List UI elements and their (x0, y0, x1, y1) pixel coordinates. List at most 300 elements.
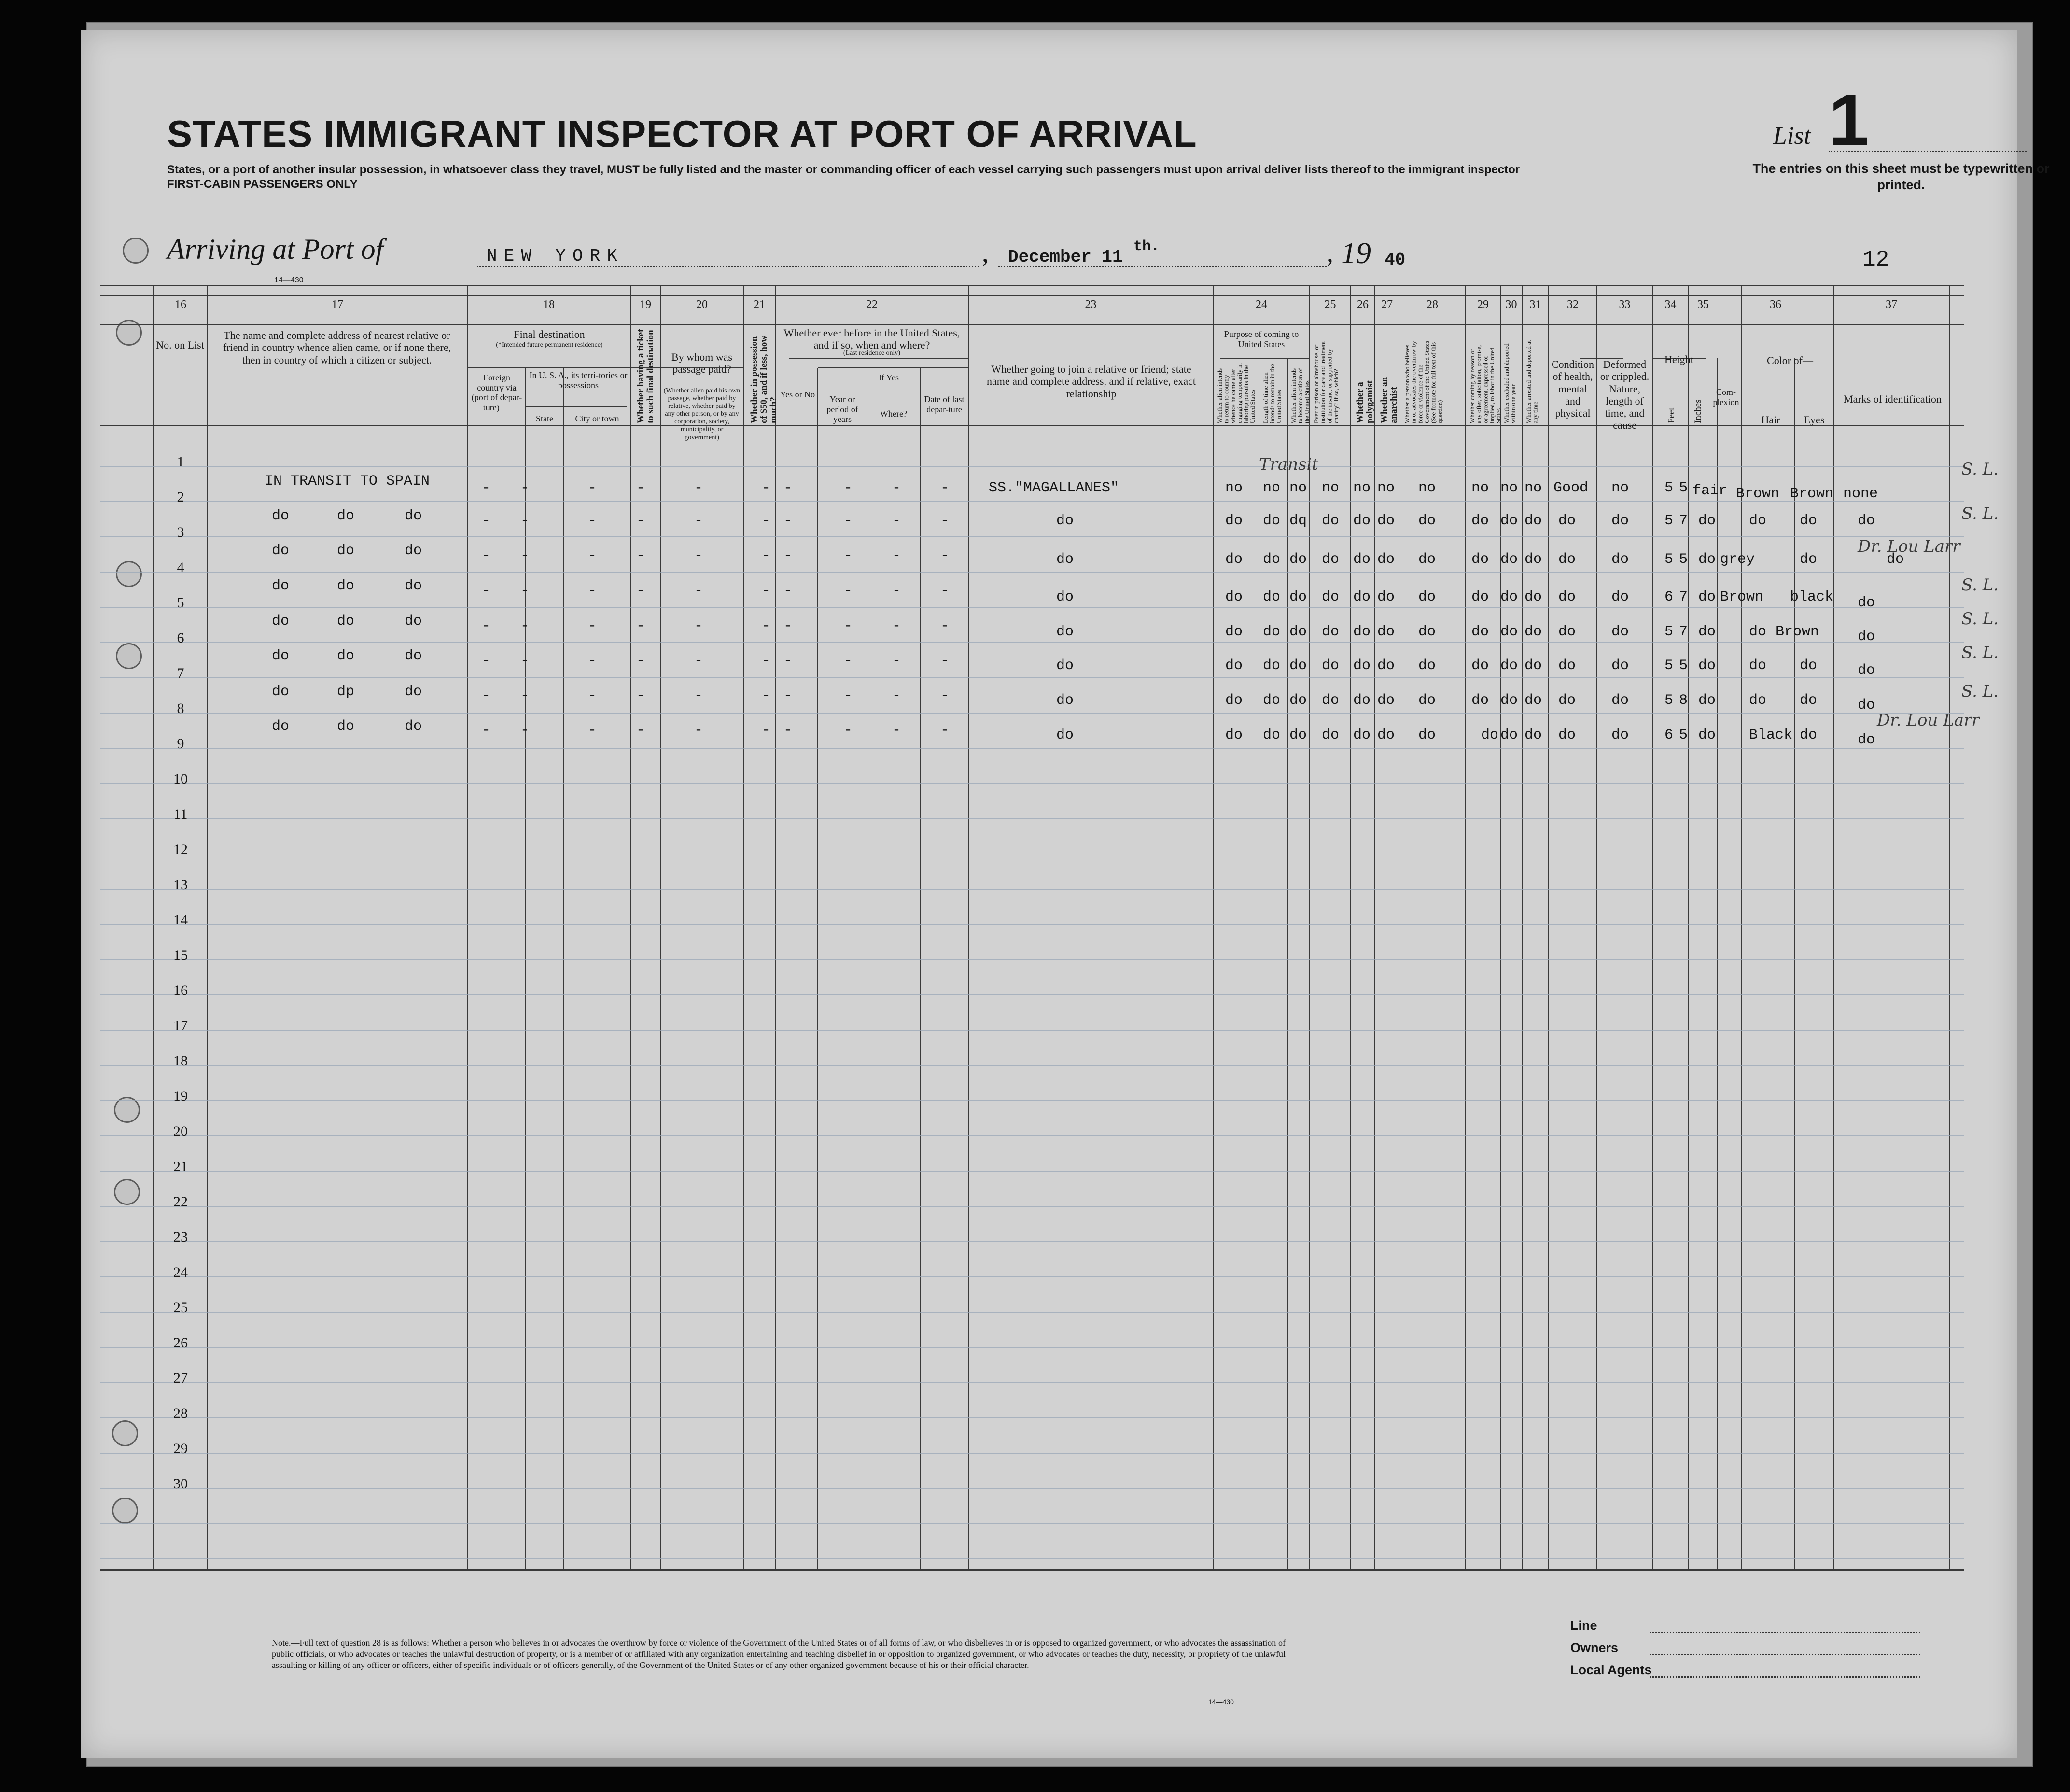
dash-mark: - (762, 722, 771, 739)
cell-purpose-return: do (1225, 513, 1243, 529)
arriving-label: Arriving at Port of (167, 233, 384, 265)
dash-mark: - (892, 583, 901, 599)
dash-mark: - (636, 480, 645, 496)
handwritten-sl: S. L. (1961, 609, 1999, 629)
cell-deformed: do (1611, 513, 1629, 529)
cell-anarchist: do (1377, 658, 1395, 674)
row-number: 28 (173, 1405, 188, 1421)
dash-mark: - (892, 547, 901, 564)
cell-q30: no (1500, 480, 1518, 496)
dash-mark: - (892, 480, 901, 496)
cell-purpose-length: do (1263, 692, 1281, 709)
dash-mark: - (762, 618, 771, 634)
header-ticket: Whether having a ticket to such final destination (636, 329, 656, 423)
cell-relative: do (272, 543, 290, 559)
cell-purpose-citizen: do (1289, 624, 1307, 640)
cell-feet: 5 (1664, 551, 1674, 568)
cell-anarchist: do (1377, 624, 1395, 640)
cell-inches: 5 (1679, 480, 1688, 496)
cell-complexion: do (1698, 727, 1716, 743)
agents-label: Local Agents (1570, 1663, 1652, 1677)
dash-mark: - (892, 618, 901, 634)
cell-polygamist: no (1353, 480, 1371, 496)
cell-purpose-citizen: do (1289, 551, 1307, 568)
header-foreign-country: Foreign country via (port of depar-ture) — (471, 373, 522, 413)
cell-health: do (1558, 624, 1576, 640)
cell-q28: do (1418, 513, 1436, 529)
cell-relative: do (337, 543, 355, 559)
cell-inches: 8 (1679, 692, 1688, 709)
cell-joining: do (1056, 551, 1074, 568)
cell-prison: do (1322, 589, 1340, 605)
arrival-date: December 11 (1008, 247, 1123, 267)
cell-q28: do (1418, 624, 1436, 640)
cell-q30: do (1500, 658, 1518, 674)
cell-marks: do (1858, 629, 1875, 645)
dash-mark: - (588, 583, 597, 599)
header-final-destination: Final destination (514, 328, 585, 340)
cell-health: do (1558, 692, 1576, 709)
header-purpose: Purpose of coming to United States (1224, 329, 1299, 349)
year-prefix: 19 (1341, 237, 1371, 270)
cell-relative: do (405, 508, 422, 524)
cell-deformed: do (1611, 692, 1629, 709)
cell-purpose-citizen: no (1289, 480, 1307, 496)
header-final-destination-note: (*Intended future permanent residence) (496, 341, 603, 349)
dash-mark: - (636, 653, 645, 669)
header-eyes: Eyes (1804, 414, 1825, 426)
dash-mark: - (762, 547, 771, 564)
dash-mark: - (482, 618, 491, 634)
row-number: 17 (173, 1018, 188, 1034)
cell-q31: do (1525, 692, 1542, 709)
footnote-q28: Note.—Full text of question 28 is as follows: Whether a person who believes in or advocates the overthrow by force or violence of the Government of the United States or of all forms of law, or who disbelieves in or is opposed to organized government, or who advocates the assassination of public officials, or who advocates or teaches the unlawful destruction of property, or is a member of or affiliated with any organization entertaining and teaching disbelief in or opposition to organized government, or who advocates or teaches the duty, necessity, or propriety of the unlawful assaulting or killing of any officer or officers, either of specific individuals or of officers generally, of the Government of the United States or of any other organized government because of his or their official character. (272, 1638, 1286, 1670)
cell-joining: SS."MAGALLANES" (989, 480, 1119, 496)
dash-mark: - (783, 653, 793, 669)
cell-complexion: do (1698, 692, 1716, 709)
dash-mark: - (762, 480, 771, 496)
header-deformed: Deformed or crippled. Nature, length of time, and cause (1600, 358, 1650, 432)
cell-q31: do (1525, 727, 1542, 743)
row-number: 15 (173, 947, 188, 963)
dash-mark: - (588, 722, 597, 739)
cell-inches: 5 (1679, 658, 1688, 674)
owners-label: Owners (1570, 1640, 1619, 1655)
dash-mark: - (482, 653, 491, 669)
cell-eyes: do (1800, 658, 1818, 674)
row-number: 22 (173, 1194, 188, 1210)
cell-anarchist: no (1377, 480, 1395, 496)
cell-anarchist: do (1377, 727, 1395, 743)
dash-mark: - (520, 618, 530, 634)
cell-relative: do (405, 613, 422, 630)
cell-eyes: black (1790, 589, 1834, 605)
header-usa-territories: In U. S. A., its terri-tories or possessions (529, 370, 628, 390)
dash-mark: - (940, 618, 950, 634)
manifest-grid (81, 30, 2017, 1758)
cell-health: Good (1553, 480, 1589, 496)
cell-purpose-length: do (1263, 658, 1281, 674)
cell-deformed: do (1611, 658, 1629, 674)
header-health: Condition of health, mental and physical (1551, 358, 1594, 420)
footnote-code: 14—430 (1208, 1698, 1234, 1706)
cell-health: do (1558, 727, 1576, 743)
cell-q29: no (1471, 480, 1489, 496)
cabin-class: FIRST-CABIN PASSENGERS ONLY (167, 178, 358, 191)
cell-hair: Black (1749, 727, 1793, 743)
column-number: 26 (1357, 298, 1369, 311)
header-no-on-list: No. on List (156, 339, 204, 351)
dash-mark: - (694, 480, 703, 496)
column-number: 25 (1324, 298, 1336, 311)
dash-mark: - (520, 513, 530, 529)
header-before-in-us: Whether ever before in the United States, and if so, when and where? (783, 327, 960, 351)
header-state: State (536, 414, 553, 423)
row-number: 25 (173, 1300, 188, 1316)
cell-hair: grey (1720, 551, 1755, 568)
dash-mark: - (694, 687, 703, 704)
header-q28: Whether a person who believes in or advocates the overthrow by force or violence of the Government of the United States (See footnote for full text of this question) (1403, 340, 1444, 423)
cell-complexion: do (1698, 624, 1716, 640)
column-number: 33 (1619, 298, 1631, 311)
cell-feet: 6 (1664, 727, 1674, 743)
row-number: 8 (177, 700, 184, 716)
row-number: 2 (177, 489, 184, 505)
dash-mark: - (588, 618, 597, 634)
row-number: 1 (177, 454, 184, 470)
row-number: 6 (177, 630, 184, 646)
column-number: 28 (1427, 298, 1438, 311)
header-hair: Hair (1761, 414, 1780, 426)
dash-mark: - (940, 513, 950, 529)
dash-mark: - (783, 513, 793, 529)
column-number: 27 (1381, 298, 1393, 311)
cell-q28: do (1418, 551, 1436, 568)
cell-polygamist: do (1353, 658, 1371, 674)
cell-feet: 5 (1664, 513, 1674, 529)
cell-joining: do (1056, 513, 1074, 529)
cell-relative: do (337, 718, 355, 735)
cell-q31: do (1525, 658, 1542, 674)
cell-relative: IN TRANSIT TO SPAIN (265, 473, 430, 490)
cell-purpose-citizen: do (1289, 727, 1307, 743)
dash-mark: - (844, 653, 853, 669)
cell-marks: do (1887, 551, 1904, 568)
cell-hair: do (1749, 624, 1767, 640)
dash-mark: - (762, 687, 771, 704)
list-number: 1 (1829, 79, 1869, 160)
header-complexion: Com-plexion (1713, 387, 1739, 407)
cell-health: do (1558, 513, 1576, 529)
dash-mark: - (940, 653, 950, 669)
handwritten-sl: S. L. (1961, 575, 1999, 595)
dash-mark: - (520, 687, 530, 704)
cell-q29: do (1471, 513, 1489, 529)
column-number: 22 (866, 298, 878, 311)
handwritten-note: Dr. Lou Larr (1877, 711, 1980, 730)
dash-mark: - (844, 480, 853, 496)
header-q31: Whether arrested and deported at any time (1525, 340, 1539, 423)
row-number: 10 (173, 771, 188, 787)
arrival-date-suffix: th. (1133, 238, 1160, 255)
cell-purpose-length: no (1263, 480, 1281, 496)
header-city-or-town: City or town (575, 414, 619, 423)
column-number: 31 (1529, 298, 1541, 311)
cell-purpose-return: do (1225, 692, 1243, 709)
header-q30: Whether excluded and deported within one year (1503, 343, 1517, 423)
cell-purpose-citizen: do (1289, 692, 1307, 709)
cell-anarchist: do (1377, 589, 1395, 605)
dash-mark: - (588, 480, 597, 496)
handwritten-sl: S. L. (1961, 504, 1999, 523)
cell-inches: 7 (1679, 513, 1688, 529)
cell-joining: do (1056, 692, 1074, 709)
dash-mark: - (482, 513, 491, 529)
cell-complexion: do (1698, 513, 1716, 529)
dash-mark: - (783, 480, 793, 496)
cell-q31: do (1525, 551, 1542, 568)
row-number: 13 (173, 877, 188, 893)
header-money: Whether in possession of $50, and if less, how much? (749, 335, 779, 423)
year-suffix: 40 (1385, 250, 1406, 270)
cell-marks: do (1858, 732, 1875, 748)
column-number: 24 (1256, 298, 1267, 311)
row-number: 14 (173, 912, 188, 928)
cell-feet: 5 (1664, 624, 1674, 640)
dash-mark: - (588, 547, 597, 564)
cell-q29: do (1471, 624, 1489, 640)
page-number: 12 (1862, 247, 1889, 272)
dash-mark: - (783, 547, 793, 564)
cell-q31: do (1525, 513, 1542, 529)
row-number: 9 (177, 736, 184, 752)
cell-feet: 6 (1664, 589, 1674, 605)
column-number: 35 (1697, 298, 1709, 311)
cell-q29: do (1471, 551, 1489, 568)
cell-hair: Brown (1736, 486, 1780, 502)
cell-relative: dp (337, 684, 355, 700)
header-feet: Feet (1666, 407, 1677, 423)
cell-hair: do (1749, 692, 1767, 709)
dash-mark: - (694, 583, 703, 599)
cell-purpose-citizen: dq (1289, 513, 1307, 529)
cell-joining: do (1056, 589, 1074, 605)
line-label: Line (1570, 1618, 1597, 1633)
dash-mark: - (694, 722, 703, 739)
cell-marks: none (1843, 486, 1878, 502)
dash-mark: - (783, 722, 793, 739)
header-marks: Marks of identification (1844, 393, 1942, 405)
cell-deformed: do (1611, 551, 1629, 568)
cell-eyes: do (1800, 513, 1818, 529)
separator-comma: , (982, 238, 989, 268)
cell-relative: do (337, 578, 355, 594)
column-number: 19 (640, 298, 651, 311)
dash-mark: - (636, 618, 645, 634)
cell-polygamist: do (1353, 551, 1371, 568)
cell-marks: do (1858, 662, 1875, 679)
cell-relative: do (272, 508, 290, 524)
cell-q30: do (1500, 727, 1518, 743)
dash-mark: - (482, 687, 491, 704)
header-date-of-last-departure: Date of last depar-ture (924, 394, 965, 414)
line-signature (1650, 1632, 1920, 1633)
dash-mark: - (520, 480, 530, 496)
column-number: 29 (1477, 298, 1489, 311)
dash-mark: - (636, 687, 645, 704)
cell-q31: do (1525, 624, 1542, 640)
header-purpose-citizen: Whether alien intends to become a citizen of the United States (1290, 368, 1311, 423)
cell-polygamist: do (1353, 727, 1371, 743)
header-prison: Ever in prison or almshouse, or institution for care and treatment of the insane, or supported by charity? If so, which? (1313, 341, 1340, 423)
cell-marks: do (1858, 513, 1875, 529)
dash-mark: - (940, 480, 950, 496)
dash-mark: - (636, 513, 645, 529)
header-height: Height (1664, 353, 1693, 365)
cell-purpose-length: do (1263, 624, 1281, 640)
cell-eyes: do (1800, 551, 1818, 568)
dash-mark: - (844, 722, 853, 739)
cell-eyes: Brown (1776, 624, 1819, 640)
cell-q29: do (1481, 727, 1499, 743)
cell-q28: do (1418, 727, 1436, 743)
row-number: 3 (177, 524, 184, 540)
dash-mark: - (892, 687, 901, 704)
dash-mark: - (520, 583, 530, 599)
agents-signature (1650, 1676, 1920, 1678)
cell-q28: do (1418, 658, 1436, 674)
cell-anarchist: do (1377, 692, 1395, 709)
header-where: Where? (880, 409, 907, 419)
cell-prison: do (1322, 727, 1340, 743)
dash-mark: - (694, 547, 703, 564)
row-number: 20 (173, 1123, 188, 1139)
dash-mark: - (844, 687, 853, 704)
dash-mark: - (520, 653, 530, 669)
cell-marks: do (1858, 697, 1875, 714)
dash-mark: - (636, 583, 645, 599)
header-relative: The name and complete address of nearest relative or friend in country whence alien came, or if none there, then in country of which a citizen or subject. (223, 329, 451, 366)
dash-mark: - (844, 547, 853, 564)
cell-relative: do (337, 508, 355, 524)
header-year-or-period: Year or period of years (826, 394, 858, 424)
header-joining: Whether going to join a relative or friend; state name and complete address, and if relative, exact relationship (986, 363, 1196, 400)
cell-health: do (1558, 551, 1576, 568)
cell-complexion: do (1698, 589, 1716, 605)
cell-prison: do (1322, 658, 1340, 674)
cell-polygamist: do (1353, 513, 1371, 529)
cell-feet: 5 (1664, 480, 1674, 496)
cell-inches: 7 (1679, 589, 1688, 605)
row-number: 18 (173, 1053, 188, 1069)
cell-q28: do (1418, 589, 1436, 605)
cell-q30: do (1500, 551, 1518, 568)
row-number: 29 (173, 1441, 188, 1456)
dash-mark: - (844, 583, 853, 599)
dash-mark: - (588, 687, 597, 704)
dash-mark: - (783, 618, 793, 634)
dash-mark: - (783, 687, 793, 704)
page-subtitle: States, or a port of another insular possession, in whatsoever class they travel, MUST be fully listed and the master or commanding officer of each vessel carrying such passengers must upon arrival deliver lists thereof to the immigrant inspector (167, 163, 1520, 176)
cell-purpose-length: do (1263, 727, 1281, 743)
column-number: 21 (754, 298, 765, 311)
cell-polygamist: do (1353, 624, 1371, 640)
cell-purpose-return: do (1225, 658, 1243, 674)
dash-mark: - (762, 513, 771, 529)
cell-inches: 5 (1679, 551, 1688, 568)
column-number: 17 (332, 298, 343, 311)
column-number: 32 (1567, 298, 1579, 311)
cell-purpose-return: do (1225, 624, 1243, 640)
cell-purpose-return: no (1225, 480, 1243, 496)
cell-complexion: fair (1692, 483, 1728, 499)
cell-health: do (1558, 658, 1576, 674)
cell-deformed: do (1611, 727, 1629, 743)
dash-mark: - (762, 653, 771, 669)
separator-comma: , (1327, 238, 1333, 268)
header-polygamist: Whether a polygamist (1355, 380, 1375, 423)
cell-purpose-length: do (1263, 513, 1281, 529)
dash-mark: - (892, 513, 901, 529)
dash-mark: - (762, 583, 771, 599)
dash-mark: - (892, 722, 901, 739)
dash-mark: - (636, 722, 645, 739)
cell-q28: do (1418, 692, 1436, 709)
header-if-yes: If Yes— (878, 373, 908, 382)
column-number: 30 (1505, 298, 1517, 311)
header-before-note: (Last residence only) (843, 350, 901, 357)
cell-relative: do (405, 543, 422, 559)
cell-inches: 7 (1679, 624, 1688, 640)
cell-relative: do (405, 684, 422, 700)
header-color-of: Color of— (1767, 354, 1813, 366)
cell-q30: do (1500, 692, 1518, 709)
cell-prison: do (1322, 551, 1340, 568)
cell-feet: 5 (1664, 692, 1674, 709)
dash-mark: - (482, 480, 491, 496)
row-number: 5 (177, 595, 184, 611)
dash-mark: - (892, 653, 901, 669)
cell-relative: do (272, 684, 290, 700)
row-number: 23 (173, 1229, 188, 1245)
entries-note: The entries on this sheet must be typewritten or printed. (1752, 161, 2050, 192)
cell-purpose-return: do (1225, 727, 1243, 743)
header-purpose-return: Whether alien intends to return to country whence he came after engaging temporarily in laboring pursuits in the United States (1216, 363, 1257, 423)
cell-hair: do (1749, 658, 1767, 674)
dash-mark: - (636, 547, 645, 564)
row-number: 16 (173, 982, 188, 998)
cell-inches: 5 (1679, 727, 1688, 743)
cell-relative: do (272, 718, 290, 735)
dash-mark: - (482, 583, 491, 599)
row-number: 21 (173, 1159, 188, 1175)
cell-q29: do (1471, 692, 1489, 709)
cell-q30: do (1500, 624, 1518, 640)
column-number: 34 (1664, 298, 1677, 311)
cell-joining: do (1056, 624, 1074, 640)
cell-q31: no (1525, 480, 1542, 496)
cell-hair: do (1749, 513, 1767, 529)
column-number: 36 (1770, 298, 1781, 311)
row-number: 26 (173, 1335, 188, 1351)
cell-relative: do (405, 718, 422, 735)
dash-mark: - (940, 547, 950, 564)
header-yes-or-no: Yes or No (780, 390, 815, 399)
cell-prison: do (1322, 624, 1340, 640)
handwritten-sl: S. L. (1961, 643, 1999, 662)
list-label: List (1773, 122, 1811, 150)
row-number: 27 (173, 1370, 188, 1386)
